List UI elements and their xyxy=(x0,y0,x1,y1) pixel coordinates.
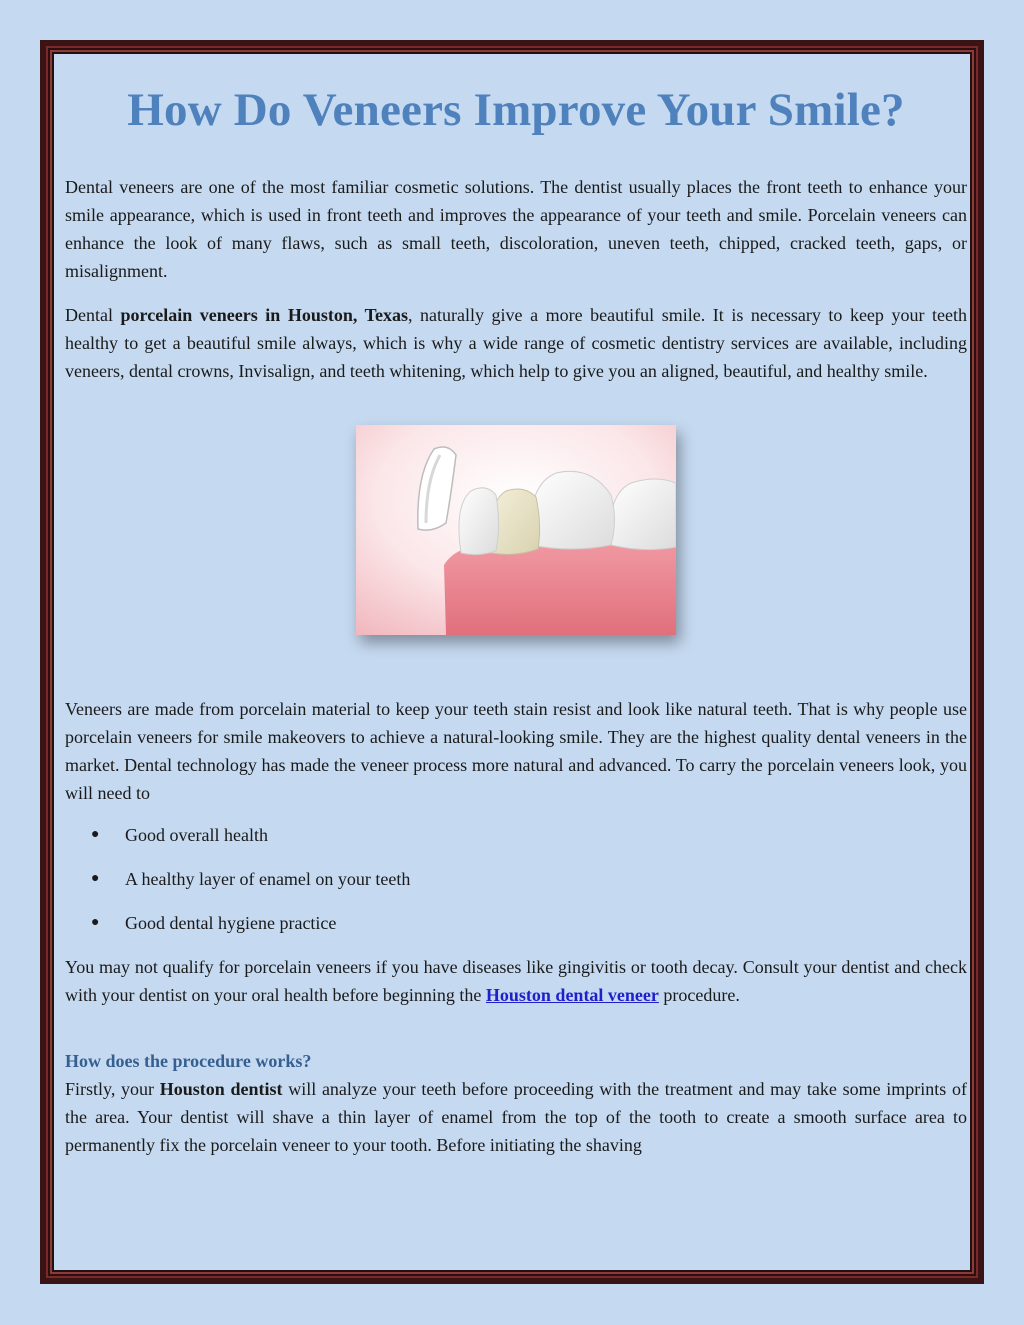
intro-paragraph: Dental veneers are one of the most familiar cosmetic solutions. The dentist usually places the front teeth to enhance your smile appearance, which is used in front teeth and improves the appearance of your teeth and smile. Porcelain veneers can enhance the look of many flaws, such as small teeth, discoloration, uneven teeth, chipped, cracked teeth, gaps, or misalignment. xyxy=(65,177,967,281)
bullet-icon: ● xyxy=(91,871,100,886)
page-body xyxy=(52,52,972,1272)
paragraph-text: procedure. xyxy=(658,985,740,1005)
list-item-text: A healthy layer of enamel on your teeth xyxy=(125,869,411,889)
veneer-illustration-icon xyxy=(356,425,676,635)
page-border-middle xyxy=(48,48,976,1276)
paragraph-text: Dental xyxy=(65,305,121,325)
document-content xyxy=(65,54,967,1159)
paragraph-text: Firstly, your xyxy=(65,1079,160,1099)
list-item-text: Good overall health xyxy=(125,825,268,845)
paragraph-text: , naturally give a more beautiful smile. It is necessary to keep your teeth healthy to get a beautiful smile always, which is why a wide range of cosmetic dentistry services are available, including veneers, dental crowns, Invisalign, and teeth whitening, which help to give you an aligned, beautiful, and healthy smile. xyxy=(65,305,968,381)
page-border xyxy=(40,40,984,1284)
houston-dental-veneer-link[interactable]: Houston dental veneer xyxy=(485,985,659,1005)
paragraph-text: will analyze your teeth before proceeding with the treatment and may take some imprints of the area. Your dentist will shave a thin layer of enamel from the top of the tooth to create a smooth surface area to permanently fix the porcelain veneer to your tooth. Before initiating the shaving xyxy=(65,1079,967,1155)
list-item xyxy=(65,821,967,849)
houston-veneers-paragraph xyxy=(65,301,967,385)
procedure-subheading: How does the procedure works? xyxy=(65,1051,312,1071)
veneers-material-paragraph: Veneers are made from porcelain material to keep your teeth stain resist and look like natural teeth. That is why people use porcelain veneers for smile makeovers to achieve a natural-looking smile. They are the highest quality dental veneers in the market. Dental technology has made the veneer process more natural and advanced. To carry the porcelain veneers look, you will need to xyxy=(65,699,967,803)
procedure-paragraph xyxy=(65,1075,967,1159)
page-title: How Do Veneers Improve Your Smile? xyxy=(127,84,905,136)
bold-keyword: Houston dentist xyxy=(159,1079,283,1099)
paragraph-text: You may not qualify for porcelain veneers if you have diseases like gingivitis or tooth decay. Consult your dentist and check with your dentist on your oral health before beginning the xyxy=(65,957,967,1005)
veneer-illustration-image xyxy=(356,425,676,635)
bullet-icon: ● xyxy=(91,915,100,930)
bold-keyword: porcelain veneers in Houston, Texas xyxy=(120,305,408,325)
list-item-text: Good dental hygiene practice xyxy=(125,913,337,933)
bullet-icon: ● xyxy=(91,827,100,842)
requirements-list xyxy=(65,821,967,937)
list-item xyxy=(65,909,967,937)
qualification-paragraph xyxy=(65,953,967,1009)
list-item xyxy=(65,865,967,893)
